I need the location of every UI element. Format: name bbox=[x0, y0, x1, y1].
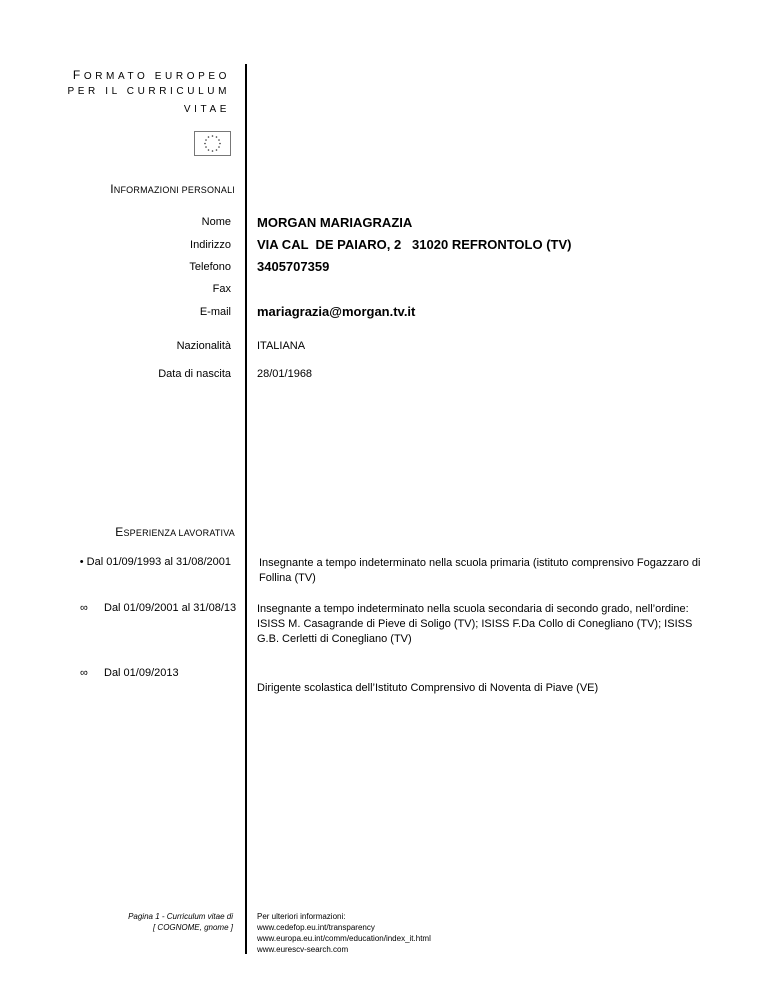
section-work-experience: ESPERIENZA LAVORATIVA bbox=[115, 525, 235, 539]
value-nome: MORGAN MARIAGRAZIA bbox=[257, 215, 413, 230]
footer-link-eurescv[interactable]: www.eurescv-search.com bbox=[257, 945, 349, 954]
exp-text-3: Dirigente scolastica dell’Istituto Comprensivo di Noventa di Piave (VE) bbox=[257, 682, 599, 694]
label-email: E-mail bbox=[199, 306, 231, 318]
column-divider bbox=[245, 64, 247, 954]
footer-info-label: Per ulteriori informazioni: bbox=[257, 912, 346, 921]
cv-title-line3: VITAE bbox=[183, 104, 230, 115]
exp-bullet-3: ∞ bbox=[80, 667, 88, 679]
label-nome: Nome bbox=[201, 216, 231, 228]
eu-flag-logo bbox=[194, 131, 231, 156]
exp-bullet-2: ∞ bbox=[80, 602, 88, 614]
footer-page-line1: Pagina 1 - Curriculum vitae di bbox=[128, 912, 233, 921]
section-personal-info: INFORMAZIONI PERSONALI bbox=[110, 182, 235, 196]
value-data-nascita: 28/01/1968 bbox=[257, 368, 313, 380]
exp-date-2: Dal 01/09/2001 al 31/08/13 bbox=[104, 602, 237, 614]
value-email: mariagrazia@morgan.tv.it bbox=[257, 304, 416, 319]
exp-date-3: Dal 01/09/2013 bbox=[104, 667, 179, 679]
footer-link-cedefop[interactable]: www.cedefop.eu.int/transparency bbox=[257, 923, 375, 932]
value-indirizzo: VIA CAL DE PAIARO, 2 31020 REFRONTOLO (TV) bbox=[257, 237, 572, 252]
footer-links bbox=[257, 911, 431, 955]
exp-date-1: • Dal 01/09/1993 al 31/08/2001 bbox=[79, 556, 231, 568]
footer-link-europa[interactable]: www.europa.eu.int/comm/education/index_it.html bbox=[257, 934, 431, 943]
label-nazionalita: Nazionalità bbox=[176, 340, 231, 352]
footer-page-line2: [ COGNOME, gnome ] bbox=[152, 923, 233, 932]
value-telefono: 3405707359 bbox=[257, 259, 330, 274]
label-fax: Fax bbox=[212, 283, 231, 295]
cv-title-line1: FORMATO EUROPEO bbox=[72, 68, 230, 82]
cv-title-line2: PER IL CURRICULUM bbox=[67, 86, 230, 97]
value-nazionalita: ITALIANA bbox=[257, 340, 306, 352]
exp-text-2: Insegnante a tempo indeterminato nella scuola secondaria di secondo grado, nell’ordine: ISISS M. Casagrande di Pieve di Soligo (TV); ISISS F.Da Collo di Conegliano (TV); ISISS G.B. Cerletti di Conegliano (TV) bbox=[257, 603, 693, 645]
eu-stars-icon bbox=[195, 132, 230, 155]
label-indirizzo: Indirizzo bbox=[190, 239, 231, 251]
footer-page-info bbox=[30, 911, 233, 933]
label-data-nascita: Data di nascita bbox=[158, 368, 231, 380]
label-telefono: Telefono bbox=[189, 261, 231, 273]
exp-text-1: Insegnante a tempo indeterminato nella scuola primaria (istituto comprensivo Fogazzaro di Follina (TV) bbox=[259, 557, 701, 584]
